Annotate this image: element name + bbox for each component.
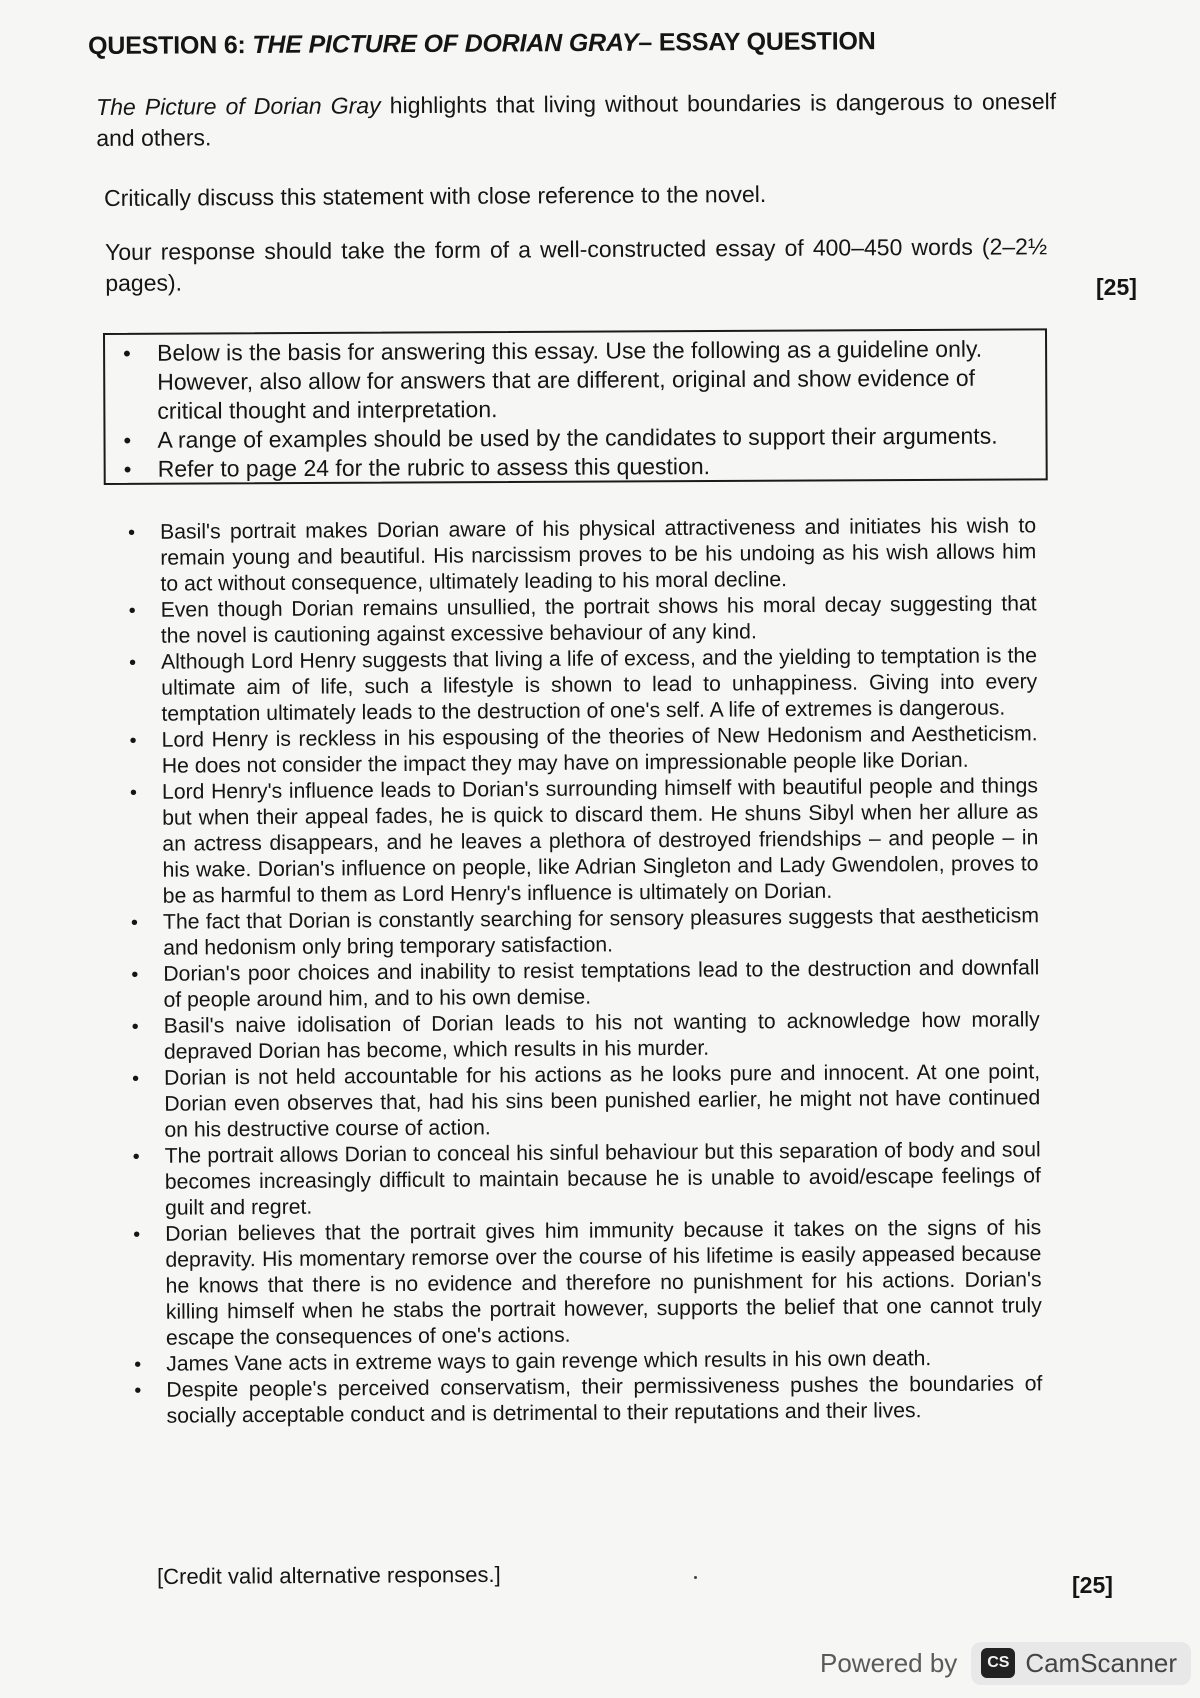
answer-point: • Lord Henry's influence leads to Dorian's surrounding himself with beautiful people and things but when their appeal fades, he is quick to discard them. He shuns Sibyl when her allure as an actress disappears, and he leaves a plethora of destroyed friendships – and people – in his wake. Dorian's influence on people, like Adrian Singleton and Lady Gwendolen, proves to be as harmful to them as Lord Henry's influence is ultimately on Dorian. <box>124 773 1039 910</box>
length-note: Your response should take the form of a well-constructed essay of 400–450 words (2–2½ pages). <box>105 233 1048 296</box>
answer-point: • Despite people's perceived conservatism, their permissiveness pushes the boundaries of socially acceptable conduct and is detrimental to their reputations and their lives. <box>128 1371 1042 1430</box>
answer-point: • Basil's naive idolisation of Dorian leads to his not wanting to acknowledge how morally depraved Dorian has become, which results in his murder. <box>126 1007 1040 1066</box>
guideline-item: • Refer to page 24 for the rubric to assess this question. <box>120 450 1038 483</box>
camscanner-watermark <box>820 1637 1191 1689</box>
question-marks: [25] <box>1096 274 1137 300</box>
marking-guideline-box <box>103 328 1048 485</box>
instruction-text: Critically discuss this statement with close reference to the novel. <box>104 180 767 211</box>
camscanner-brand: CamScanner <box>1025 1647 1178 1678</box>
answer-point: • Dorian believes that the portrait gives him immunity because it takes on the signs of his depravity. His momentary remorse over the course of his lifetime is easily appeased because he knows that there is no evidence and therefore no punishment for his actions. Dorian's killing himself when he stabs the portrait however, supports the belief that one cannot truly escape the consequences of one's actions. <box>127 1215 1042 1352</box>
answer-point: • Dorian is not held accountable for his actions as he looks pure and innocent. At one point, Dorian even observes that, had his sins been punished earlier, he might not have continued on his destructive course of action. <box>126 1059 1041 1144</box>
answer-point: • The fact that Dorian is constantly searching for sensory pleasures suggests that aestheticism and hedonism only bring temporary satisfaction. <box>125 903 1039 962</box>
heading-suffix: – ESSAY QUESTION <box>638 27 876 57</box>
final-marks: [25] <box>1072 1572 1113 1598</box>
answer-point: • The portrait allows Dorian to conceal his sinful behaviour but this separation of body and soul becomes increasingly difficult to maintain because he is unable to avoid/escape feelings of guilt and regret. <box>127 1137 1042 1222</box>
question-heading <box>88 27 876 61</box>
guideline-item: • Below is the basis for answering this essay. Use the following as a guideline only. However, also allow for answers that are different, original and show evidence of critical thought and interpretation. <box>119 334 1037 425</box>
camscanner-logo-icon: CS <box>981 1648 1015 1678</box>
statement-text: highlights that living without boundaries is dangerous to oneself and others. <box>96 88 1057 151</box>
guideline-item: • A range of examples should be used by the candidates to support their arguments. <box>119 421 1037 454</box>
answer-point: • James Vane acts in extreme ways to gain revenge which results in his own death. <box>128 1345 1042 1378</box>
answer-point: • Basil's portrait makes Dorian aware of his physical attractiveness and initiates his wish to remain young and beautiful. His narcissism proves to be his undoing as his wish allows him to act without consequence, ultimately leading to his moral decline. <box>122 513 1037 598</box>
question-number: QUESTION 6: <box>88 31 246 60</box>
answer-point: • Dorian's poor choices and inability to resist temptations lead to the destruction and downfall of people around him, and to his own demise. <box>125 955 1039 1014</box>
credit-note: [Credit valid alternative responses.] <box>157 1561 501 1589</box>
answer-point: • Although Lord Henry suggests that living a life of excess, and the yielding to temptation is the ultimate aim of life, such a lifestyle is shown to lead to unhappiness. Giving into every temptation ultimately leads to the destruction of one's self. A life of extremes is dangerous. <box>123 643 1038 728</box>
scan-speck <box>694 1576 697 1579</box>
essay-statement <box>96 86 1056 154</box>
camscanner-badge <box>971 1642 1191 1685</box>
powered-by-label: Powered by <box>820 1647 958 1678</box>
answer-point: • Even though Dorian remains unsullied, the portrait shows his moral decay suggesting that the novel is cautioning against excessive behaviour of any kind. <box>123 591 1037 650</box>
answer-points-list <box>122 513 1043 1430</box>
statement-title: The Picture of Dorian Gray <box>96 92 381 120</box>
answer-point: • Lord Henry is reckless in his espousing of the theories of New Hedonism and Aestheticism. He does not consider the impact they may have on impressionable people like Dorian. <box>124 721 1038 780</box>
novel-title: THE PICTURE OF DORIAN GRAY <box>252 28 639 59</box>
